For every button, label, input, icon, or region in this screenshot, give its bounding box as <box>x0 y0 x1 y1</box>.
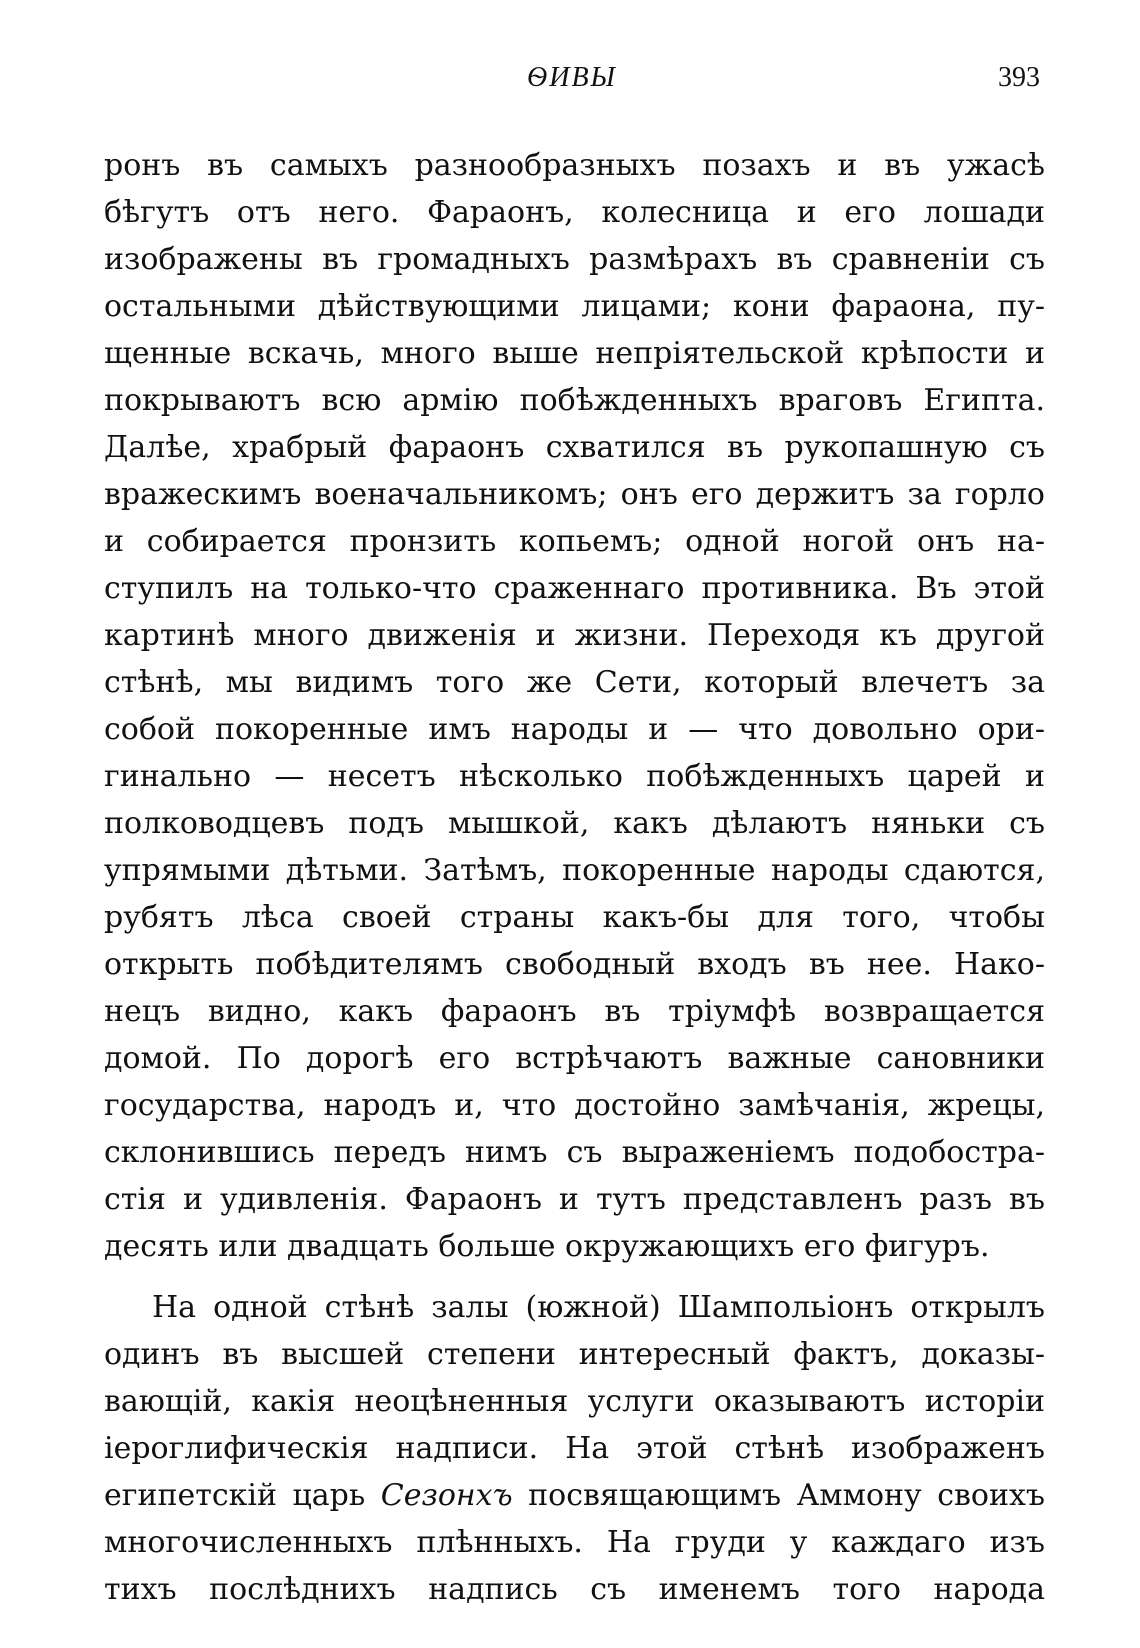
text-line: ронъ въ самыхъ разнообразныхъ позахъ и въ ужасѣ <box>104 148 1045 183</box>
text-line: вражескимъ военачальникомъ; онъ его держитъ за горло <box>104 477 1045 512</box>
text-fragment: египетскій царь <box>104 1478 381 1513</box>
text-line: іероглифическія надписи. На этой стѣнѣ изображенъ <box>104 1431 1045 1466</box>
text-line: собой покоренные имъ народы и — что довольно ори- <box>104 712 1045 747</box>
text-line: тихъ послѣднихъ надпись съ именемъ того народа <box>104 1572 1045 1607</box>
text-line: упрямыми дѣтьми. Затѣмъ, покоренные народы сдаются, <box>104 853 1045 888</box>
paragraph-1 <box>104 142 1045 1270</box>
text-line: покрываютъ всю армію побѣжденныхъ враговъ Египта. <box>104 383 1045 418</box>
text-line: ступилъ на только-что сраженнаго противника. Въ этой <box>104 571 1045 606</box>
text-line-with-name <box>104 1472 1045 1519</box>
text-line: На одной стѣнѣ залы (южной) Шампольіонъ открылъ <box>152 1290 1045 1325</box>
text-line: склонившись передъ нимъ съ выраженіемъ подобостра- <box>104 1135 1045 1170</box>
text-line: полководцевъ подъ мышкой, какъ дѣлаютъ няньки съ <box>104 806 1045 841</box>
text-line: открыть побѣдителямъ свободный входъ въ нее. Нако- <box>104 947 1045 982</box>
text-line: стѣнѣ, мы видимъ того же Сети, который влечетъ за <box>104 665 1045 700</box>
running-title: ѲИВЫ <box>527 62 617 93</box>
text-line: нецъ видно, какъ фараонъ въ тріумфѣ возвращается <box>104 994 1045 1029</box>
text-line: одинъ въ высшей степени интересный фактъ, доказы- <box>104 1337 1045 1372</box>
text-line: щенные вскачь, много выше непріятельской крѣпости и <box>104 336 1045 371</box>
paragraph-2 <box>104 1284 1045 1613</box>
paragraph-gap <box>104 1270 1045 1284</box>
text-line: гинально — несетъ нѣсколько побѣжденныхъ царей и <box>104 759 1045 794</box>
text-line: картинѣ много движенія и жизни. Переходя къ другой <box>104 618 1045 653</box>
text-fragment: посвящающимъ Аммону своихъ <box>512 1478 1045 1513</box>
text-line: изображены въ громадныхъ размѣрахъ въ сравненіи съ <box>104 242 1045 277</box>
text-line: десять или двадцать больше окружающихъ его фигуръ. <box>104 1229 990 1264</box>
text-line: рубятъ лѣса своей страны какъ-бы для того, чтобы <box>104 900 1045 935</box>
text-line: многочисленныхъ плѣнныхъ. На груди у каждаго изъ <box>104 1525 1045 1560</box>
text-line: и собирается пронзить копьемъ; одной ногой онъ на- <box>104 524 1045 559</box>
text-line: остальными дѣйствующими лицами; кони фараона, пу- <box>104 289 1045 324</box>
pharaoh-name-italic: Сезонхъ <box>380 1478 513 1513</box>
page-header <box>104 62 1040 102</box>
text-line: Далѣе, храбрый фараонъ схватился въ рукопашную съ <box>104 430 1045 465</box>
text-line: вающій, какія неоцѣненныя услуги оказываютъ исторіи <box>104 1384 1045 1419</box>
text-line: государства, народъ и, что достойно замѣчанія, жрецы, <box>104 1088 1045 1123</box>
body-text <box>104 142 1045 1613</box>
text-line: стія и удивленія. Фараонъ и тутъ представленъ разъ въ <box>104 1182 1045 1217</box>
page-number: 393 <box>998 62 1040 93</box>
text-line: домой. По дорогѣ его встрѣчаютъ важные сановники <box>104 1041 1045 1076</box>
text-line: бѣгутъ отъ него. Фараонъ, колесница и его лошади <box>104 195 1045 230</box>
